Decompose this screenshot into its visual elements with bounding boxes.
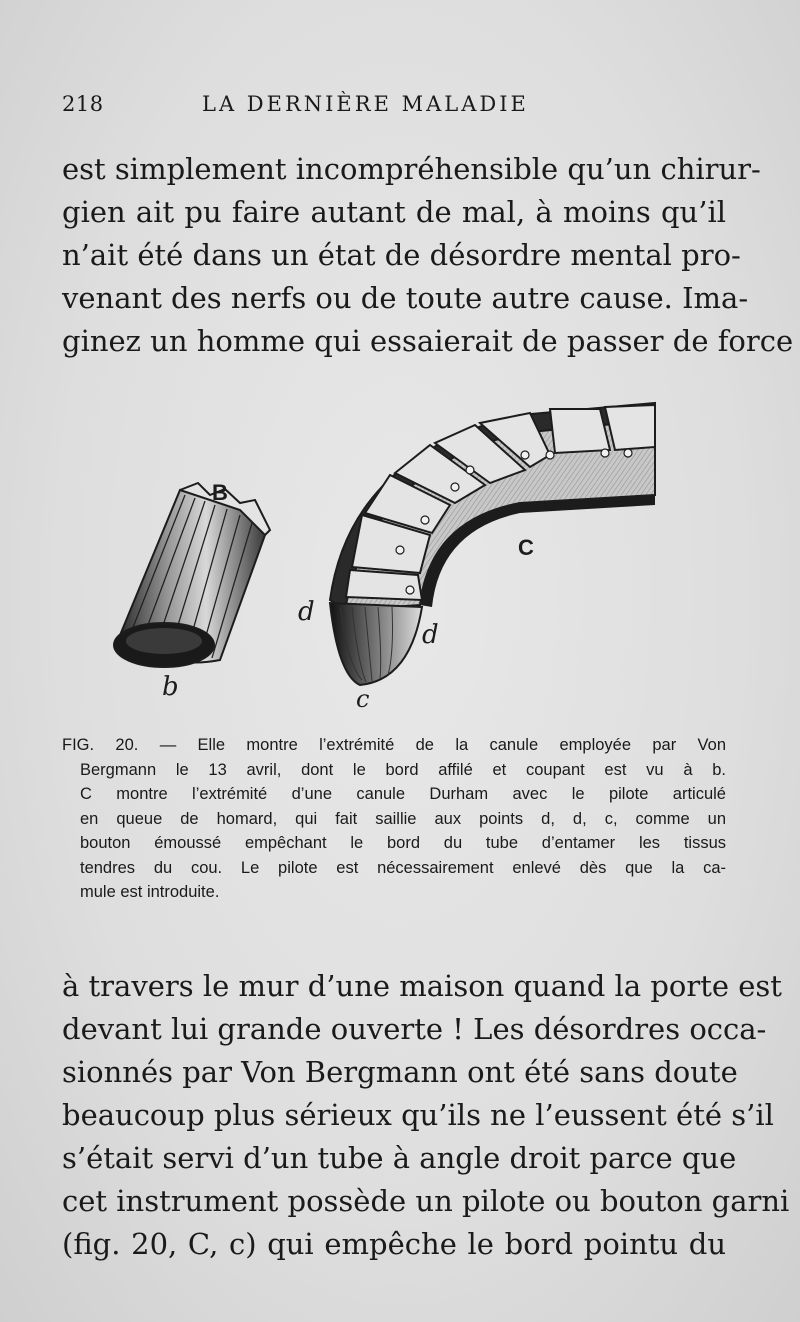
- text-line: (fig. 20, C, c) qui empêche le bord pointu du: [62, 1227, 726, 1261]
- page-header: [62, 92, 722, 122]
- caption-line: FIG. 20. — Elle montre l’extrémité de la canule employée par Von: [62, 736, 726, 754]
- label-d-right: d: [422, 620, 439, 650]
- running-title: LA DERNIÈRE MALADIE: [202, 92, 529, 116]
- text-line: gien ait pu faire autant de mal, à moins qu’il: [62, 195, 726, 229]
- caption-line: C montre l’extrémité d’une canule Durham avec le pilote articulé: [80, 785, 726, 803]
- label-c: c: [356, 685, 370, 713]
- text-line: sionnés par Von Bergmann ont été sans doute: [62, 1055, 738, 1089]
- text-line: s’était servi d’un tube à angle droit parce que: [62, 1141, 737, 1175]
- figure-canula-illustration: [100, 395, 670, 725]
- text-line: à travers le mur d’une maison quand la porte est: [62, 969, 782, 1003]
- canula-C-drawing: [330, 403, 655, 685]
- label-C: C: [518, 535, 534, 560]
- text-line: est simplement incompréhensible qu’un chirur-: [62, 152, 761, 186]
- text-line: devant lui grande ouverte ! Les désordres occa-: [62, 1012, 767, 1046]
- text-line: n’ait été dans un état de désordre mental pro-: [62, 238, 741, 272]
- caption-line: bouton émoussé empêchant le bord du tube d’entamer les tissus: [80, 834, 726, 852]
- figure-caption: [62, 733, 726, 905]
- paragraph-bottom: [62, 965, 790, 1266]
- text-line: venant des nerfs ou de toute autre cause. Ima-: [62, 281, 749, 315]
- page-number: 218: [62, 92, 104, 116]
- caption-line: tendres du cou. Le pilote est nécessairement enlevé dès que la ca-: [80, 858, 726, 877]
- tube-B-drawing: [114, 483, 270, 667]
- label-d-left: d: [298, 597, 315, 627]
- caption-line: mule est introduite.: [80, 883, 220, 901]
- label-B: B: [212, 480, 228, 505]
- label-b: b: [162, 672, 179, 702]
- text-line: ginez un homme qui essaierait de passer de force: [62, 324, 794, 358]
- text-line: beaucoup plus sérieux qu’ils ne l’eussent été s’il: [62, 1098, 774, 1132]
- caption-line: en queue de homard, qui fait saillie aux points d, d, c, comme un: [80, 809, 726, 828]
- caption-line: Bergmann le 13 avril, dont le bord affilé et coupant est vu à b.: [80, 760, 726, 779]
- text-line: cet instrument possède un pilote ou bouton garni: [62, 1184, 790, 1218]
- paragraph-top: [62, 148, 794, 363]
